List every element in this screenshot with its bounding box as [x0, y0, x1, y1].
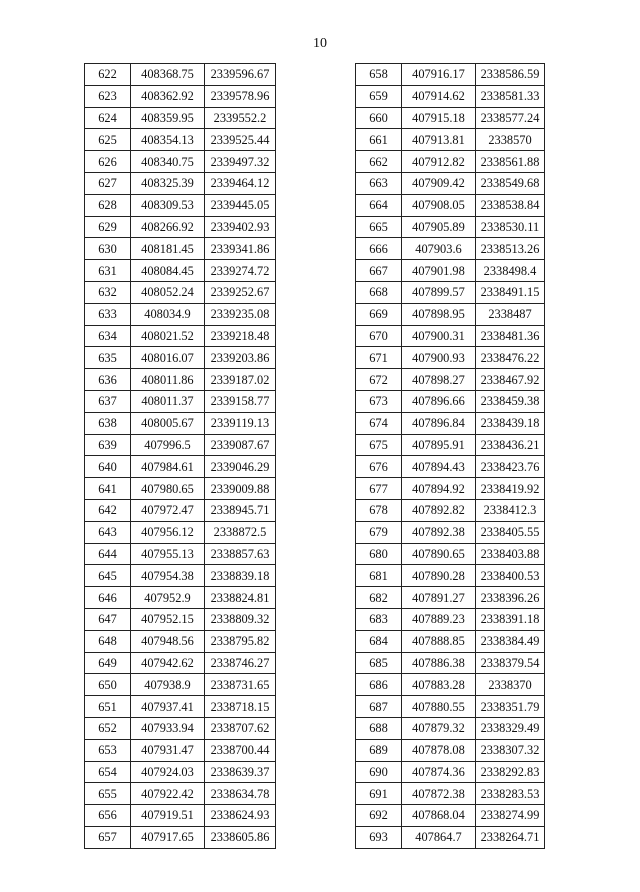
- table-row: [356, 64, 545, 86]
- table-row: [85, 478, 276, 500]
- y-coordinate-cell: 2338384.49: [476, 630, 545, 652]
- x-coordinate-cell: 407900.93: [402, 347, 476, 369]
- x-coordinate-cell: 407919.51: [131, 805, 205, 827]
- y-coordinate-cell: 2338403.88: [476, 543, 545, 565]
- point-number-cell: 653: [85, 739, 131, 761]
- point-number-cell: 643: [85, 521, 131, 543]
- table-row: [85, 325, 276, 347]
- table-row: [85, 390, 276, 412]
- x-coordinate-cell: 407901.98: [402, 260, 476, 282]
- x-coordinate-cell: 408354.13: [131, 129, 205, 151]
- point-number-cell: 648: [85, 630, 131, 652]
- x-coordinate-cell: 407912.82: [402, 151, 476, 173]
- y-coordinate-cell: 2339119.13: [205, 412, 276, 434]
- table-row: [85, 369, 276, 391]
- table-row: [356, 739, 545, 761]
- point-number-cell: 690: [356, 761, 402, 783]
- y-coordinate-cell: 2338746.27: [205, 652, 276, 674]
- y-coordinate-cell: 2338423.76: [476, 456, 545, 478]
- point-number-cell: 689: [356, 739, 402, 761]
- point-number-cell: 644: [85, 543, 131, 565]
- y-coordinate-cell: 2338329.49: [476, 717, 545, 739]
- point-number-cell: 651: [85, 696, 131, 718]
- table-row: [356, 260, 545, 282]
- y-coordinate-cell: 2338487: [476, 303, 545, 325]
- x-coordinate-cell: 407883.28: [402, 674, 476, 696]
- table-row: [85, 739, 276, 761]
- point-number-cell: 638: [85, 412, 131, 434]
- table-row: [356, 826, 545, 848]
- table-row: [356, 717, 545, 739]
- x-coordinate-cell: 408309.53: [131, 194, 205, 216]
- point-number-cell: 629: [85, 216, 131, 238]
- point-number-cell: 627: [85, 172, 131, 194]
- x-coordinate-cell: 408034.9: [131, 303, 205, 325]
- point-number-cell: 637: [85, 390, 131, 412]
- x-coordinate-cell: 407898.27: [402, 369, 476, 391]
- point-number-cell: 649: [85, 652, 131, 674]
- x-coordinate-cell: 407931.47: [131, 739, 205, 761]
- y-coordinate-cell: 2339274.72: [205, 260, 276, 282]
- x-coordinate-cell: 408011.86: [131, 369, 205, 391]
- x-coordinate-cell: 408016.07: [131, 347, 205, 369]
- x-coordinate-cell: 408181.45: [131, 238, 205, 260]
- x-coordinate-cell: 407891.27: [402, 587, 476, 609]
- point-number-cell: 659: [356, 85, 402, 107]
- x-coordinate-cell: 407915.18: [402, 107, 476, 129]
- table-row: [356, 630, 545, 652]
- point-number-cell: 691: [356, 783, 402, 805]
- point-number-cell: 673: [356, 390, 402, 412]
- point-number-cell: 622: [85, 64, 131, 86]
- x-coordinate-cell: 407952.15: [131, 608, 205, 630]
- table-row: [356, 325, 545, 347]
- x-coordinate-cell: 407905.89: [402, 216, 476, 238]
- point-number-cell: 641: [85, 478, 131, 500]
- table-row: [85, 761, 276, 783]
- table-row: [356, 543, 545, 565]
- table-row: [356, 194, 545, 216]
- table-row: [85, 238, 276, 260]
- x-coordinate-cell: 407868.04: [402, 805, 476, 827]
- point-number-cell: 640: [85, 456, 131, 478]
- x-coordinate-cell: 407908.05: [402, 194, 476, 216]
- y-coordinate-cell: 2339464.12: [205, 172, 276, 194]
- y-coordinate-cell: 2338400.53: [476, 565, 545, 587]
- x-coordinate-cell: 407952.9: [131, 587, 205, 609]
- point-number-cell: 624: [85, 107, 131, 129]
- point-number-cell: 693: [356, 826, 402, 848]
- table-row: [356, 587, 545, 609]
- table-row: [356, 303, 545, 325]
- y-coordinate-cell: 2338379.54: [476, 652, 545, 674]
- table-row: [85, 64, 276, 86]
- x-coordinate-cell: 408021.52: [131, 325, 205, 347]
- point-number-cell: 660: [356, 107, 402, 129]
- point-number-cell: 669: [356, 303, 402, 325]
- point-number-cell: 630: [85, 238, 131, 260]
- table-row: [85, 172, 276, 194]
- y-coordinate-cell: 2338809.32: [205, 608, 276, 630]
- x-coordinate-cell: 407872.38: [402, 783, 476, 805]
- point-number-cell: 686: [356, 674, 402, 696]
- x-coordinate-cell: 407864.7: [402, 826, 476, 848]
- y-coordinate-cell: 2339252.67: [205, 281, 276, 303]
- table-row: [85, 608, 276, 630]
- x-coordinate-cell: 407972.47: [131, 499, 205, 521]
- table-row: [85, 521, 276, 543]
- x-coordinate-cell: 407894.92: [402, 478, 476, 500]
- y-coordinate-cell: 2338731.65: [205, 674, 276, 696]
- coordinates-table-right-body: [356, 64, 545, 849]
- x-coordinate-cell: 407916.17: [402, 64, 476, 86]
- x-coordinate-cell: 407896.66: [402, 390, 476, 412]
- x-coordinate-cell: 407924.03: [131, 761, 205, 783]
- x-coordinate-cell: 407942.62: [131, 652, 205, 674]
- x-coordinate-cell: 407955.13: [131, 543, 205, 565]
- point-number-cell: 662: [356, 151, 402, 173]
- table-row: [85, 456, 276, 478]
- table-row: [85, 696, 276, 718]
- x-coordinate-cell: 408052.24: [131, 281, 205, 303]
- x-coordinate-cell: 407900.31: [402, 325, 476, 347]
- table-row: [356, 369, 545, 391]
- table-row: [356, 238, 545, 260]
- point-number-cell: 664: [356, 194, 402, 216]
- x-coordinate-cell: 407913.81: [402, 129, 476, 151]
- point-number-cell: 655: [85, 783, 131, 805]
- table-row: [356, 652, 545, 674]
- y-coordinate-cell: 2338419.92: [476, 478, 545, 500]
- y-coordinate-cell: 2338795.82: [205, 630, 276, 652]
- y-coordinate-cell: 2339596.67: [205, 64, 276, 86]
- point-number-cell: 631: [85, 260, 131, 282]
- x-coordinate-cell: 407889.23: [402, 608, 476, 630]
- y-coordinate-cell: 2339218.48: [205, 325, 276, 347]
- point-number-cell: 625: [85, 129, 131, 151]
- point-number-cell: 687: [356, 696, 402, 718]
- point-number-cell: 663: [356, 172, 402, 194]
- table-row: [356, 478, 545, 500]
- point-number-cell: 639: [85, 434, 131, 456]
- x-coordinate-cell: 407956.12: [131, 521, 205, 543]
- y-coordinate-cell: 2338292.83: [476, 761, 545, 783]
- y-coordinate-cell: 2338391.18: [476, 608, 545, 630]
- point-number-cell: 676: [356, 456, 402, 478]
- table-row: [85, 783, 276, 805]
- point-number-cell: 668: [356, 281, 402, 303]
- point-number-cell: 642: [85, 499, 131, 521]
- point-number-cell: 677: [356, 478, 402, 500]
- page-number: 10: [313, 36, 327, 51]
- x-coordinate-cell: 407922.42: [131, 783, 205, 805]
- x-coordinate-cell: 407984.61: [131, 456, 205, 478]
- x-coordinate-cell: 407948.56: [131, 630, 205, 652]
- x-coordinate-cell: 407892.82: [402, 499, 476, 521]
- x-coordinate-cell: 407914.62: [402, 85, 476, 107]
- y-coordinate-cell: 2339203.86: [205, 347, 276, 369]
- x-coordinate-cell: 407937.41: [131, 696, 205, 718]
- table-row: [356, 412, 545, 434]
- x-coordinate-cell: 407996.5: [131, 434, 205, 456]
- point-number-cell: 670: [356, 325, 402, 347]
- table-row: [356, 521, 545, 543]
- table-row: [356, 565, 545, 587]
- point-number-cell: 688: [356, 717, 402, 739]
- point-number-cell: 692: [356, 805, 402, 827]
- y-coordinate-cell: 2338476.22: [476, 347, 545, 369]
- y-coordinate-cell: 2339341.86: [205, 238, 276, 260]
- y-coordinate-cell: 2338624.93: [205, 805, 276, 827]
- point-number-cell: 634: [85, 325, 131, 347]
- y-coordinate-cell: 2338459.38: [476, 390, 545, 412]
- table-row: [85, 129, 276, 151]
- y-coordinate-cell: 2338498.4: [476, 260, 545, 282]
- table-row: [85, 630, 276, 652]
- point-number-cell: 623: [85, 85, 131, 107]
- y-coordinate-cell: 2338491.15: [476, 281, 545, 303]
- y-coordinate-cell: 2338439.18: [476, 412, 545, 434]
- y-coordinate-cell: 2339525.44: [205, 129, 276, 151]
- x-coordinate-cell: 407895.91: [402, 434, 476, 456]
- point-number-cell: 675: [356, 434, 402, 456]
- point-number-cell: 684: [356, 630, 402, 652]
- point-number-cell: 666: [356, 238, 402, 260]
- coordinates-table-right: [355, 63, 545, 849]
- point-number-cell: 681: [356, 565, 402, 587]
- table-row: [85, 151, 276, 173]
- x-coordinate-cell: 407917.65: [131, 826, 205, 848]
- y-coordinate-cell: 2338549.68: [476, 172, 545, 194]
- coordinates-table-left-body: [85, 64, 276, 849]
- table-row: [85, 717, 276, 739]
- point-number-cell: 680: [356, 543, 402, 565]
- y-coordinate-cell: 2338481.36: [476, 325, 545, 347]
- y-coordinate-cell: 2338586.59: [476, 64, 545, 86]
- table-row: [85, 587, 276, 609]
- table-row: [85, 216, 276, 238]
- x-coordinate-cell: 408359.95: [131, 107, 205, 129]
- table-row: [85, 499, 276, 521]
- y-coordinate-cell: 2338700.44: [205, 739, 276, 761]
- y-coordinate-cell: 2338412.3: [476, 499, 545, 521]
- y-coordinate-cell: 2339046.29: [205, 456, 276, 478]
- y-coordinate-cell: 2338538.84: [476, 194, 545, 216]
- y-coordinate-cell: 2338561.88: [476, 151, 545, 173]
- y-coordinate-cell: 2338581.33: [476, 85, 545, 107]
- point-number-cell: 658: [356, 64, 402, 86]
- point-number-cell: 682: [356, 587, 402, 609]
- table-row: [85, 85, 276, 107]
- table-row: [85, 565, 276, 587]
- y-coordinate-cell: 2339402.93: [205, 216, 276, 238]
- table-row: [356, 129, 545, 151]
- y-coordinate-cell: 2339497.32: [205, 151, 276, 173]
- table-row: [85, 543, 276, 565]
- y-coordinate-cell: 2338707.62: [205, 717, 276, 739]
- y-coordinate-cell: 2339235.08: [205, 303, 276, 325]
- x-coordinate-cell: 407899.57: [402, 281, 476, 303]
- table-row: [356, 107, 545, 129]
- x-coordinate-cell: 407879.32: [402, 717, 476, 739]
- table-row: [85, 281, 276, 303]
- y-coordinate-cell: 2338857.63: [205, 543, 276, 565]
- table-row: [356, 85, 545, 107]
- table-row: [85, 303, 276, 325]
- y-coordinate-cell: 2339445.05: [205, 194, 276, 216]
- coordinates-table-left: [84, 63, 276, 849]
- y-coordinate-cell: 2338824.81: [205, 587, 276, 609]
- point-number-cell: 633: [85, 303, 131, 325]
- x-coordinate-cell: 407890.65: [402, 543, 476, 565]
- y-coordinate-cell: 2338283.53: [476, 783, 545, 805]
- x-coordinate-cell: 407890.28: [402, 565, 476, 587]
- x-coordinate-cell: 408011.37: [131, 390, 205, 412]
- y-coordinate-cell: 2338639.37: [205, 761, 276, 783]
- y-coordinate-cell: 2338436.21: [476, 434, 545, 456]
- point-number-cell: 683: [356, 608, 402, 630]
- table-row: [356, 347, 545, 369]
- y-coordinate-cell: 2338872.5: [205, 521, 276, 543]
- y-coordinate-cell: 2339552.2: [205, 107, 276, 129]
- point-number-cell: 632: [85, 281, 131, 303]
- table-row: [356, 761, 545, 783]
- point-number-cell: 665: [356, 216, 402, 238]
- x-coordinate-cell: 407888.85: [402, 630, 476, 652]
- point-number-cell: 646: [85, 587, 131, 609]
- point-number-cell: 626: [85, 151, 131, 173]
- table-row: [356, 499, 545, 521]
- x-coordinate-cell: 407878.08: [402, 739, 476, 761]
- x-coordinate-cell: 407909.42: [402, 172, 476, 194]
- point-number-cell: 654: [85, 761, 131, 783]
- y-coordinate-cell: 2339578.96: [205, 85, 276, 107]
- point-number-cell: 628: [85, 194, 131, 216]
- table-row: [356, 151, 545, 173]
- y-coordinate-cell: 2338351.79: [476, 696, 545, 718]
- x-coordinate-cell: 408362.92: [131, 85, 205, 107]
- table-row: [356, 456, 545, 478]
- y-coordinate-cell: 2338634.78: [205, 783, 276, 805]
- table-row: [85, 805, 276, 827]
- point-number-cell: 661: [356, 129, 402, 151]
- y-coordinate-cell: 2338264.71: [476, 826, 545, 848]
- table-row: [85, 412, 276, 434]
- y-coordinate-cell: 2338513.26: [476, 238, 545, 260]
- y-coordinate-cell: 2338396.26: [476, 587, 545, 609]
- x-coordinate-cell: 407980.65: [131, 478, 205, 500]
- table-row: [356, 608, 545, 630]
- table-row: [85, 826, 276, 848]
- table-row: [356, 281, 545, 303]
- table-row: [356, 390, 545, 412]
- y-coordinate-cell: 2338605.86: [205, 826, 276, 848]
- point-number-cell: 652: [85, 717, 131, 739]
- y-coordinate-cell: 2339087.67: [205, 434, 276, 456]
- table-row: [356, 696, 545, 718]
- y-coordinate-cell: 2338945.71: [205, 499, 276, 521]
- y-coordinate-cell: 2339187.02: [205, 369, 276, 391]
- point-number-cell: 650: [85, 674, 131, 696]
- point-number-cell: 671: [356, 347, 402, 369]
- y-coordinate-cell: 2338718.15: [205, 696, 276, 718]
- y-coordinate-cell: 2338530.11: [476, 216, 545, 238]
- x-coordinate-cell: 408368.75: [131, 64, 205, 86]
- point-number-cell: 672: [356, 369, 402, 391]
- y-coordinate-cell: 2338467.92: [476, 369, 545, 391]
- point-number-cell: 667: [356, 260, 402, 282]
- point-number-cell: 645: [85, 565, 131, 587]
- point-number-cell: 635: [85, 347, 131, 369]
- table-row: [85, 347, 276, 369]
- x-coordinate-cell: 407938.9: [131, 674, 205, 696]
- x-coordinate-cell: 407894.43: [402, 456, 476, 478]
- x-coordinate-cell: 407880.55: [402, 696, 476, 718]
- point-number-cell: 679: [356, 521, 402, 543]
- x-coordinate-cell: 408325.39: [131, 172, 205, 194]
- x-coordinate-cell: 407954.38: [131, 565, 205, 587]
- y-coordinate-cell: 2338839.18: [205, 565, 276, 587]
- x-coordinate-cell: 407903.6: [402, 238, 476, 260]
- x-coordinate-cell: 407896.84: [402, 412, 476, 434]
- y-coordinate-cell: 2338570: [476, 129, 545, 151]
- table-row: [356, 172, 545, 194]
- x-coordinate-cell: 408266.92: [131, 216, 205, 238]
- y-coordinate-cell: 2338307.32: [476, 739, 545, 761]
- table-row: [356, 434, 545, 456]
- x-coordinate-cell: 407886.38: [402, 652, 476, 674]
- point-number-cell: 636: [85, 369, 131, 391]
- table-row: [356, 783, 545, 805]
- x-coordinate-cell: 407933.94: [131, 717, 205, 739]
- table-row: [85, 674, 276, 696]
- table-row: [85, 194, 276, 216]
- y-coordinate-cell: 2338405.55: [476, 521, 545, 543]
- point-number-cell: 657: [85, 826, 131, 848]
- table-row: [356, 674, 545, 696]
- x-coordinate-cell: 408340.75: [131, 151, 205, 173]
- table-row: [85, 260, 276, 282]
- table-row: [356, 805, 545, 827]
- table-row: [356, 216, 545, 238]
- table-row: [85, 434, 276, 456]
- y-coordinate-cell: 2339009.88: [205, 478, 276, 500]
- table-row: [85, 652, 276, 674]
- y-coordinate-cell: 2338370: [476, 674, 545, 696]
- point-number-cell: 685: [356, 652, 402, 674]
- x-coordinate-cell: 408005.67: [131, 412, 205, 434]
- y-coordinate-cell: 2338274.99: [476, 805, 545, 827]
- y-coordinate-cell: 2338577.24: [476, 107, 545, 129]
- point-number-cell: 656: [85, 805, 131, 827]
- point-number-cell: 678: [356, 499, 402, 521]
- x-coordinate-cell: 407892.38: [402, 521, 476, 543]
- point-number-cell: 674: [356, 412, 402, 434]
- x-coordinate-cell: 407874.36: [402, 761, 476, 783]
- y-coordinate-cell: 2339158.77: [205, 390, 276, 412]
- table-row: [85, 107, 276, 129]
- point-number-cell: 647: [85, 608, 131, 630]
- x-coordinate-cell: 408084.45: [131, 260, 205, 282]
- x-coordinate-cell: 407898.95: [402, 303, 476, 325]
